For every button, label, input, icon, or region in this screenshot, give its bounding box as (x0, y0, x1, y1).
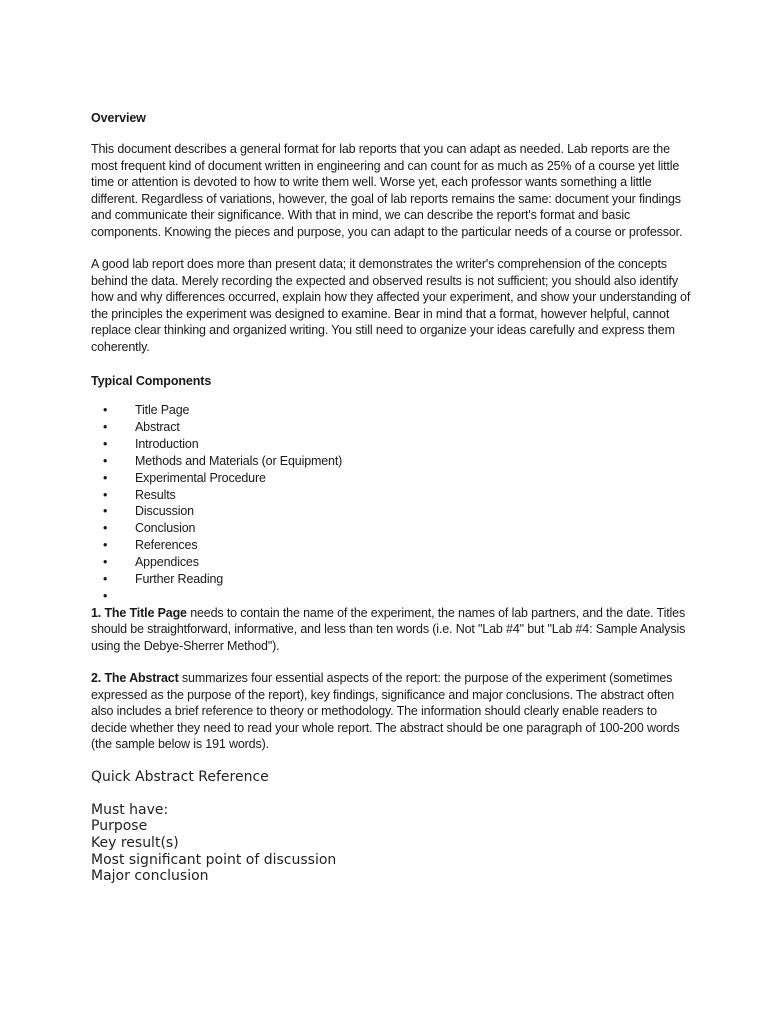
list-item (91, 503, 691, 520)
list-item (91, 537, 691, 554)
quick-reference-title: Quick Abstract Reference (91, 768, 269, 785)
abstract-lead: 2. The Abstract (91, 671, 179, 686)
list-item (91, 487, 691, 504)
list-item-label: Experimental Procedure (135, 470, 266, 485)
list-item-label: Methods and Materials (or Equipment) (135, 453, 343, 468)
must-have-label: Must have: (91, 801, 169, 818)
components-heading: Typical Components (91, 374, 212, 388)
abstract-paragraph (91, 670, 691, 753)
quick-reference-item: Major conclusion (91, 868, 209, 885)
list-item (91, 402, 691, 419)
bullet-marker: • (103, 487, 108, 502)
abstract-text: summarizes four essential aspects of the report: the purpose of the experiment (sometimes expressed as the purpose of the report), key findings, significance and major conclusions. The abstract often also includes a brief reference to theory or methodology. The information should clearly enable readers to decide whether they need to read your whole report. The abstract should be one paragraph of 100-200 words (the sample below is 191 words). (91, 671, 680, 752)
list-item-empty (91, 588, 691, 605)
bullet-marker: • (103, 470, 108, 485)
quick-reference-item: Most significant point of discussion (91, 851, 337, 868)
title-page-lead: 1. The Title Page (91, 605, 187, 620)
bullet-marker: • (103, 504, 108, 519)
bullet-marker: • (103, 403, 108, 417)
list-item (91, 453, 691, 470)
bullet-marker: • (103, 555, 108, 570)
list-item-label: References (135, 538, 198, 553)
list-item-label: Abstract (135, 419, 180, 434)
components-list (91, 402, 691, 605)
bullet-marker: • (103, 572, 108, 587)
list-item-label: Discussion (135, 504, 194, 519)
list-item-label: Further Reading (135, 572, 224, 587)
list-item-label: Introduction (135, 436, 199, 451)
bullet-marker: • (103, 419, 108, 434)
list-item (91, 470, 691, 487)
list-item (91, 554, 691, 571)
bullet-marker: • (103, 588, 108, 603)
list-item (91, 520, 691, 537)
list-item (91, 419, 691, 436)
bullet-marker: • (103, 538, 108, 553)
quick-reference-item: Purpose (91, 818, 148, 835)
list-item (91, 436, 691, 453)
list-item-label: Appendices (135, 555, 199, 570)
bullet-marker: • (103, 453, 108, 468)
document-page (91, 110, 691, 885)
quick-reference-item: Key result(s) (91, 834, 179, 851)
list-item-label: Conclusion (135, 521, 196, 536)
bullet-marker: • (103, 436, 108, 451)
overview-paragraph-1: This document describes a general format for lab reports that you can adapt as needed. Lab reports are the most frequent kind of document written in engineering and can count for as much as 25% of a course yet little time or attention is devoted to how to write them well. Worse yet, each professor wants something a little different. Regardless of variations, however, the goal of lab reports remains the same: document your findings and communicate their significance. With that in mind, we can describe the report's format and basic components. Knowing the pieces and purpose, you can adapt to the particular needs of a course or professor. (91, 142, 683, 239)
bullet-marker: • (103, 521, 108, 536)
list-item-label: Results (135, 487, 176, 502)
title-page-paragraph (91, 605, 691, 655)
list-item-label: Title Page (135, 403, 190, 417)
overview-paragraph-2: A good lab report does more than present data; it demonstrates the writer's comprehension of the concepts behind the data. Merely recording the expected and observed results is not sufficient; you should also identify how and why differences occurred, explain how they affected your experiment, and show your understanding of the principles the experiment was designed to examine. Bear in mind that a format, however helpful, cannot replace clear thinking and organized writing. You still need to organize your ideas carefully and express them coherently. (91, 257, 691, 354)
list-item (91, 571, 691, 588)
title-page-text: needs to contain the name of the experiment, the names of lab partners, and the date. Titles should be straightforward, informative, and less than ten words (i.e. Not "Lab #4" but "Lab #4: Sample Analysis using the Debye-Sherrer Method"). (91, 605, 686, 653)
overview-heading: Overview (91, 111, 146, 125)
